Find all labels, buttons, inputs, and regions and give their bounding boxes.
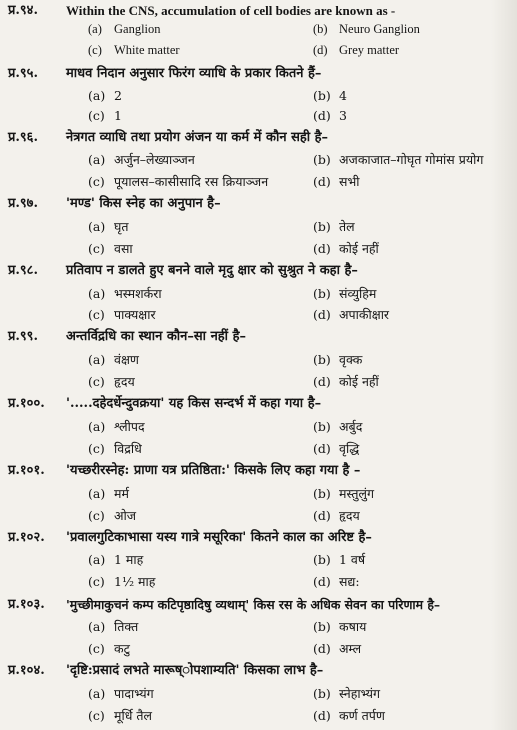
option-d: (d) सभी	[313, 174, 360, 189]
option-b: (b) वृक्क	[313, 352, 363, 367]
option-d: (d) अम्ल	[313, 641, 362, 656]
option-d: (d) कोई नहीं	[313, 241, 379, 256]
question-text: Within the CNS, accumulation of cell bodies are known as -	[66, 3, 396, 18]
option-b: (b) मस्तुलुंग	[313, 486, 374, 501]
question-number: प्र.९४.	[8, 3, 38, 18]
option-c: (c) 1	[88, 108, 122, 123]
option-a: (a) पादाभ्यंग	[88, 686, 154, 701]
question-text: 'दृष्टि:प्रसादं लभते मारूष्ोपशाम्यति' किसका लाभ है–	[66, 663, 324, 678]
option-d: (d) Grey matter	[313, 43, 400, 57]
option-a: (a) घृत	[88, 219, 129, 234]
option-c: (c) कटु	[88, 641, 130, 656]
question-text: प्रतिवाप न डालते हुए बनने वाले मृदु क्षार को सुश्रुत ने कहा है–	[66, 263, 358, 278]
option-a: (a) तिक्त	[88, 619, 139, 634]
option-a: (a) भस्मशर्करा	[88, 286, 162, 301]
question-number: प्र.९९.	[8, 329, 38, 344]
question-number: प्र.१०१.	[8, 463, 45, 478]
question-number: प्र.९८.	[8, 263, 38, 278]
option-a: (a) 1 माह	[88, 552, 144, 567]
question-number: प्र.१०३.	[8, 597, 45, 612]
question-text: 'प्रवालगुटिकाभासा यस्य गात्रे मसूरिका' कितने काल का अरिष्ट है–	[66, 530, 372, 545]
option-b: (b) अर्बुद	[313, 419, 363, 434]
question-number: प्र.९६.	[8, 130, 38, 145]
option-d: (d) कोई नहीं	[313, 374, 379, 389]
option-b: (b) 4	[313, 88, 347, 103]
question-text: 'मण्ड' किस स्नेह का अनुपान है–	[66, 196, 221, 211]
option-d: (d) हृदय	[313, 508, 360, 523]
option-b: (b) अजकाजात–गोघृत गोमांस प्रयोग	[313, 152, 484, 167]
question-number: प्र.१०४.	[8, 663, 45, 678]
question-text: 'मुच्छीमाकुचनं कम्प कटिपृष्ठादिषु व्यथाम्' किस रस के अधिक सेवन का परिणाम है–	[66, 597, 441, 612]
question-number: प्र.९७.	[8, 196, 38, 211]
option-d: (d) सद्य:	[313, 574, 360, 589]
option-a: (a) मर्म	[88, 486, 129, 501]
question-text: माधव निदान अनुसार फिरंग व्याधि के प्रकार कितने हैं–	[66, 66, 322, 81]
option-a: (a) Ganglion	[88, 22, 161, 36]
option-b: (b) कषाय	[313, 619, 367, 634]
question-number: प्र.१००.	[8, 396, 45, 411]
option-c: (c) 1½ माह	[88, 574, 156, 589]
page-edge-shadow	[491, 0, 517, 730]
option-c: (c) मूर्धि तैल	[88, 708, 152, 723]
option-a: (a) श्लीपद	[88, 419, 145, 434]
option-b: (b) संव्युहिम	[313, 286, 377, 301]
question-text: अन्तर्विद्रधि का स्थान कौन–सा नहीं है–	[66, 329, 246, 344]
option-b: (b) 1 वर्ष	[313, 552, 366, 567]
option-a: (a) अर्जुन–लेख्याञ्जन	[88, 152, 195, 167]
question-text: नेत्रगत व्याधि तथा प्रयोग अंजन या कर्म में कौन सही है–	[66, 130, 329, 145]
option-c: (c) ओज	[88, 508, 137, 523]
option-b: (b) तेल	[313, 219, 355, 234]
option-c: (c) विद्रधि	[88, 441, 142, 456]
option-d: (d) 3	[313, 108, 347, 123]
question-number: प्र.९५.	[8, 66, 38, 81]
option-b: (b) स्नेहाभ्यंग	[313, 686, 381, 701]
option-d: (d) वृद्धि	[313, 441, 360, 456]
question-text: 'यच्छरीरस्नेह: प्राणा यत्र प्रतिष्ठिता:' किसके लिए कहा गया है –	[66, 463, 361, 478]
option-d: (d) अपाकीक्षार	[313, 307, 390, 322]
option-c: (c) हृदय	[88, 374, 135, 389]
option-c: (c) पूयालस–कासीसादि रस क्रियाञ्जन	[88, 174, 269, 189]
option-c: (c) White matter	[88, 43, 180, 57]
option-b: (b) Neuro Ganglion	[313, 22, 420, 36]
option-a: (a) 2	[88, 88, 122, 103]
option-a: (a) वंक्षण	[88, 352, 139, 367]
question-text: '.....दहेदर्धेन्दुवक्रया' यह किस सन्दर्भ में कहा गया है–	[66, 396, 322, 411]
option-d: (d) कर्ण तर्पण	[313, 708, 385, 723]
question-number: प्र.१०२.	[8, 530, 45, 545]
option-c: (c) पाक्यक्षार	[88, 307, 156, 322]
option-c: (c) वसा	[88, 241, 133, 256]
